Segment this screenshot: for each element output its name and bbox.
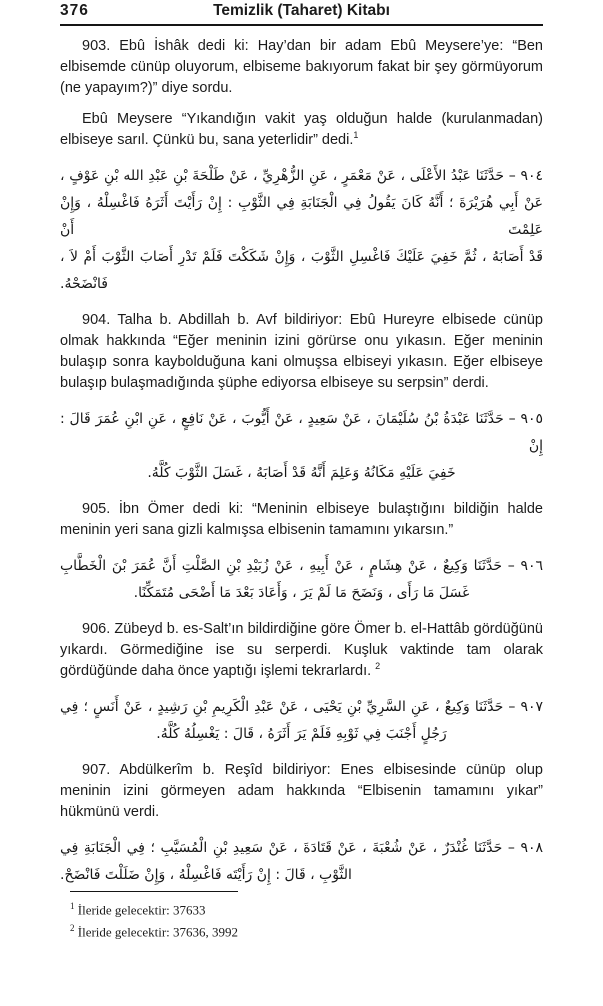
arabic-line: رَجُلٍ أَجْنَبَ فِي ثَوْبِهِ فَلَمْ يَرَ أَثَرَهُ ، قَالَ : يَغْسِلُهُ كُلَّهُ.	[156, 726, 447, 742]
paragraph-903	[60, 36, 543, 99]
hadith-907-arabic	[60, 694, 543, 748]
arabic-line: ٩٠٤ – حَدَّثَنَا عَبْدُ الأَعْلَى ، عَنْ مَعْمَرٍ ، عَنِ الزُّهْرِيِّ ، عَنْ طَلْحَةَ بْنِ عَبْدِ الله بْنِ عَوْفٍ ،	[60, 168, 543, 184]
paragraph-906-text: 906. Zübeyd b. es-Salt’ın bildirdiğine göre Ömer b. el-Hattâb gördüğünü yıkardı. Görmediğine ise su serperdi. Kuşluk vaktinde tam olarak gördüğünde daha önce yaptığı işlemi tekrarlardı.	[60, 621, 543, 679]
paragraph-903-text: 903. Ebû İshâk dedi ki: Hay’dan bir adam Ebû Meysere’ye: “Ben elbisemde cünüp oluyorum, elbiseme bakıyorum fakat bir şey görmüyorum (ne yapayım?)” diye sordu.	[60, 38, 543, 96]
arabic-line: غَسَلَ مَا رَأَى ، وَنَضَحَ مَا لَمْ يَرَ ، وَأَعَادَ بَعْدَ مَا أَضْحَى مُتَمَكِّنًا.	[133, 585, 470, 601]
footnote-2-text: İleride gelecektir: 37636, 3992	[77, 924, 239, 940]
chapter-title: Temizlik (Taharet) Kitabı	[213, 2, 390, 19]
arabic-line: فَانْضَحْهُ.	[60, 276, 108, 292]
footnote-separator	[70, 891, 238, 892]
arabic-line: ٩٠٧ – حَدَّثَنَا وَكِيعٌ ، عَنِ السَّرِيِّ بْنِ يَحْيَى ، عَنْ عَبْدِ الْكَرِيمِ بْنِ رَشِيدٍ ، عَنْ أَنَسٍ ؛ فِي	[60, 699, 543, 715]
arabic-line: قَدْ أَصَابَهُ ، ثُمَّ خَفِيَ عَلَيْكَ فَاغْسِلِ الثَّوْبَ ، وَإِنْ شَكَكْتَ فَلَمْ تَدْرِ أَصَابَ الثَّوْبَ أَمْ لاَ ،	[60, 249, 543, 265]
arabic-line: ٩٠٥ – حَدَّثَنَا عَبْدَةُ بْنُ سُلَيْمَانَ ، عَنْ سَعِيدٍ ، عَنْ أَيُّوبَ ، عَنْ نَافِعٍ ، عَنِ ابْنِ عُمَرَ قَالَ : إِنْ	[60, 411, 543, 454]
arabic-line: عَنْ أَبِي هُرَيْرَةَ ؛ أَنَّهُ كَانَ يَقُولُ فِي الْجَنَابَةِ فِي الثَّوْبِ : إِنْ رَأَيْتَ أَثَرَهُ فَاغْسِلْهُ ، وَإِنْ عَلِمْتَ أَنْ	[60, 195, 543, 238]
footnote-ref-2: 2	[375, 661, 381, 672]
footnote-1	[70, 897, 543, 919]
hadith-908-arabic	[60, 835, 543, 889]
hadith-904-arabic	[60, 163, 543, 298]
footnotes-section	[60, 891, 543, 1006]
paragraph-906	[60, 619, 543, 682]
arabic-line: الثَّوْبِ ، قَالَ : إِنْ رَأَيْتَه فَاغْسِلْهُ ، وَإِنْ ضَلَلْتَ فَانْضَحْ.	[60, 867, 352, 883]
paragraph-904	[60, 310, 543, 394]
paragraph-905-text: 905. İbn Ömer dedi ki: “Meninin elbiseye bulaştığını bildiğin halde meninin yeri sana gizli kalmışsa elbisenin tamamını yıkarsın.”	[60, 501, 543, 538]
hadith-905-arabic	[60, 406, 543, 487]
paragraph-907	[60, 760, 543, 823]
paragraph-904-text: 904. Talha b. Abdillah b. Avf bildiriyor: Ebû Hureyre elbisede cünüp olmak hakkında “Eğer meninin izini görürse onu yıkasın. Eğer meninin bulaşıp sonra kaybolduğuna kani olmuşsa elbiseyi yıkasın. Eğer elbiseye bulaşıp bulaşmadığında şüphe ediyorsa elbiseye su serpsin” derdi.	[60, 312, 543, 391]
paragraph-903-answer	[60, 109, 543, 151]
footnote-ref-1: 1	[353, 130, 359, 141]
hadith-906-arabic	[60, 553, 543, 607]
page-header	[60, 2, 543, 26]
arabic-line: ٩٠٨ – حَدَّثَنَا غُنْدَرٌ ، عَنْ شُعْبَةَ ، عَنْ قَتَادَةَ ، عَنْ سَعِيدِ بْنِ الْمُسَيَّبِ ؛ فِي الْجَنَابَةِ فِي	[60, 840, 543, 856]
paragraph-905	[60, 499, 543, 541]
paragraph-907-text: 907. Abdülkerîm b. Reşîd bildiriyor: Enes elbisesinde cünüp olup meninin izini görmeyen adam hakkında “Elbisenin tamamını yıkar” hükmünü verdi.	[60, 762, 543, 820]
footnote-1-text: İleride gelecektir: 37633	[77, 902, 206, 918]
page-number: 376	[60, 2, 89, 19]
paragraph-903-answer-text: Ebû Meysere “Yıkandığın vakit yaş olduğun halde (kurulanmadan) elbiseye sarıl. Çünkü bu, sana yeterlidir” dedi.	[60, 111, 543, 148]
arabic-line: ٩٠٦ – حَدَّثَنَا وَكِيعٌ ، عَنْ هِشَامٍ ، عَنْ أَبِيهِ ، عَنْ زُبَيْدِ بْنِ الصَّلْتِ أَنَّ عُمَرَ بْنَ الْخَطَّابِ	[60, 558, 543, 574]
arabic-line: خَفِيَ عَلَيْهِ مَكَانُهُ وَعَلِمَ أَنَّهُ قَدْ أَصَابَهُ ، غَسَلَ الثَّوْبَ كُلَّهُ.	[147, 465, 456, 481]
footnote-2-marker: 2	[70, 923, 75, 934]
footnote-2	[70, 919, 543, 941]
footnote-1-marker: 1	[70, 901, 75, 911]
